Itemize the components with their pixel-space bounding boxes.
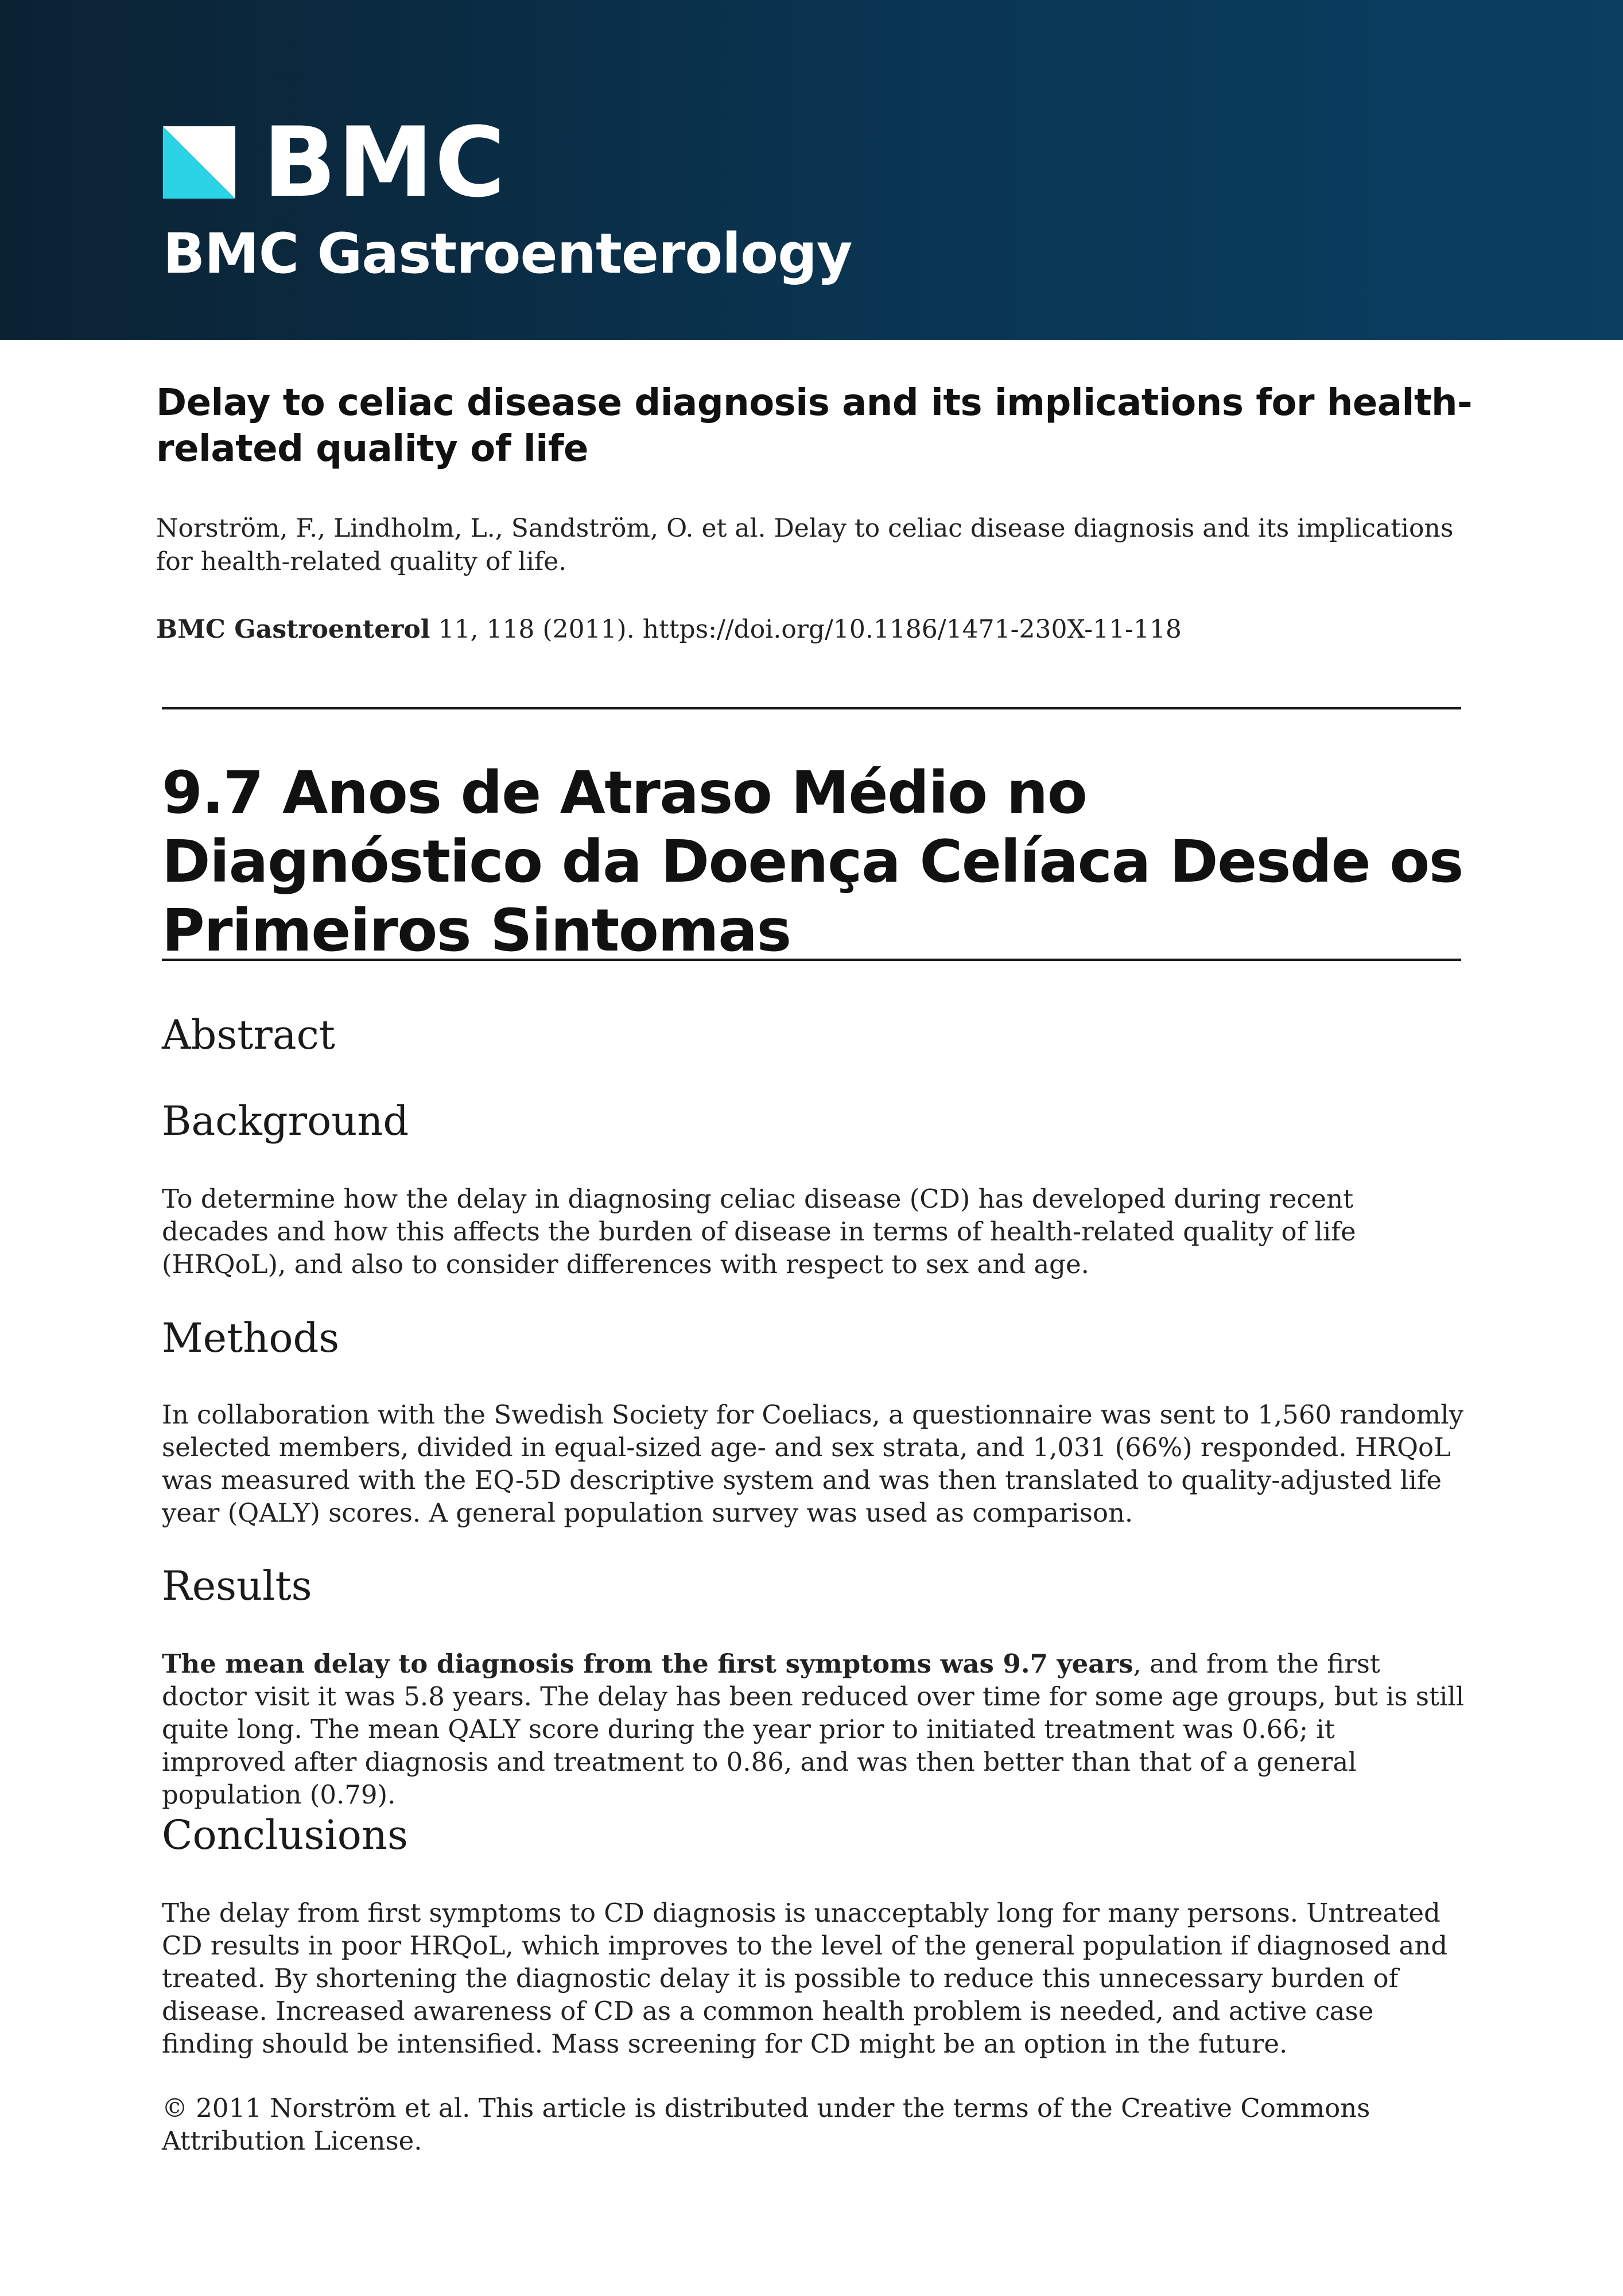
license-text: © 2011 Norström et al. This article is distributed under the terms of the Creative Commons Attribution License. [162,2093,1370,2156]
background-text: To determine how the delay in diagnosing celiac disease (CD) has developed during recent decades and how this affects the burden of disease in terms of health-related quality of life (HRQoL), and also to consider differences with respect to sex and age. [162,1184,1356,1279]
article-citation: Norström, F., Lindholm, L., Sandström, O. et al. Delay to celiac disease diagnosis and its implications for health-related quality of life. [156,514,1454,576]
article-title[interactable]: Delay to celiac disease diagnosis and its implications for health-related quality of life [156,382,1473,470]
results-text [162,1647,1465,1811]
journal-name[interactable]: BMC Gastroenterology [163,222,852,286]
bmc-logo-text: BMC [263,106,507,219]
background-heading: Background [162,1097,409,1145]
header-banner [0,0,1623,340]
bmc-logo-mark-icon [163,126,235,199]
results-text-rest: , and from the first doctor visit it was 5.8 years. The delay has been reduced over time for some age groups, but is still quite long. The mean QALY score during the year prior to initiated treatment was 0.66; it improved after diagnosis and treatment to 0.86, and was then better than that of a general population (0.79). [162,1649,1465,1810]
headline-top-divider [162,707,1461,709]
abstract-heading: Abstract [162,1011,335,1058]
methods-heading: Methods [162,1314,340,1362]
bmc-logo[interactable] [163,106,507,219]
conclusions-heading: Conclusions [162,1812,408,1859]
journal-reference [156,613,1476,646]
headline-bottom-divider [162,959,1461,961]
headline: 9.7 Anos de Atraso Médio no Diagnóstico da Doença Celíaca Desde os Primeiros Sintomas [162,759,1463,965]
methods-text: In collaboration with the Swedish Society for Coeliacs, a questionnaire was sent to 1,560 randomly selected members, divided in equal-sized age- and sex strata, and 1,031 (66%) responded. HRQoL was measured with the EQ-5D descriptive system and was then translated to quality-adjusted life year (QALY) scores. A general population survey was used as comparison. [162,1399,1464,1528]
results-key-finding: The mean delay to diagnosis from the first symptoms was 9.7 years [162,1649,1133,1679]
journal-details: 11, 118 (2011). https://doi.org/10.1186/1471-230X-11-118 [430,615,1182,644]
journal-abbrev: BMC Gastroenterol [156,615,430,644]
conclusions-text: The delay from first symptoms to CD diagnosis is unacceptably long for many persons. Untreated CD results in poor HRQoL, which improves to the level of the general population if diagnosed and treated. By shortening the diagnostic delay it is possible to reduce this unnecessary burden of disease. Increased awareness of CD as a common health problem is needed, and active case finding should be intensified. Mass screening for CD might be an option in the future. [162,1898,1448,2059]
results-heading: Results [162,1562,312,1609]
